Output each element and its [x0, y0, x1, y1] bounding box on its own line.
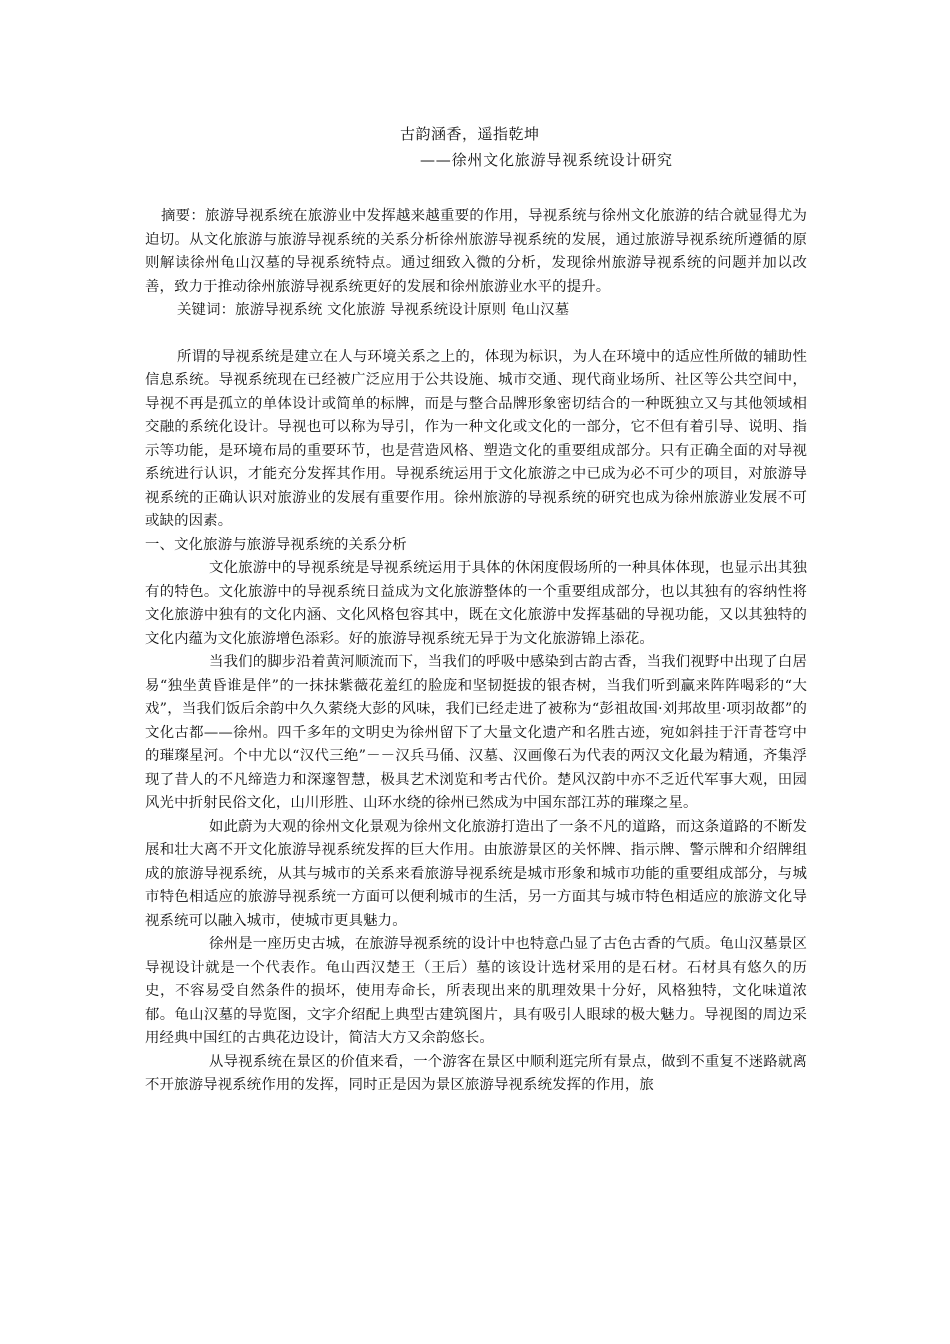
document-body — [145, 205, 807, 1098]
body-paragraph: 从导视系统在景区的价值来看，一个游客在景区中顺利逛完所有景点，做到不重复不迷路就离不开旅游导视系统作用的发挥，同时正是因为景区旅游导视系统发挥的作用，旅 — [145, 1053, 807, 1093]
intro-paragraph: 所谓的导视系统是建立在人与环境关系之上的，体现为标识，为人在环境中的适应性所做的辅助性信息系统。导视系统现在已经被广泛应用于公共设施、城市交通、现代商业场所、社区等公共空间中，导视不再是孤立的单体设计或简单的标牌，而是与整合品牌形象密切结合的一种既独立又与其他领域相交融的系统化设计。导视也可以称为导引，作为一种文化或文化的一部分，它不但有着引导、说明、指示等功能，是环境布局的重要环节，也是营造风格、塑造文化的重要组成部分。只有正确全面的对导视系统进行认识，才能充分发挥其作用。导视系统运用于文化旅游之中已成为必不可少的项目，对旅游导视系统的正确认识对旅游业的发展有重要作用。徐州旅游的导视系统的研究也成为徐州旅游业发展不可或缺的因素。 — [145, 348, 807, 529]
section-heading: 一、文化旅游与旅游导视系统的关系分析 — [145, 536, 407, 553]
body-paragraph: 如此蔚为大观的徐州文化景观为徐州文化旅游打造出了一条不凡的道路，而这条道路的不断发展和壮大离不开文化旅游导视系统发挥的巨大作用。由旅游景区的关怀牌、指示牌、警示牌和介绍牌组成的旅游导视系统，从其与城市的关系来看旅游导视系统是城市形象和城市功能的重要组成部分，与城市特色相适应的旅游导视系统一方面可以便利城市的生活，另一方面其与城市特色相适应的旅游文化导视系统可以融入城市，使城市更具魅力。 — [145, 818, 807, 929]
abstract-paragraph: 摘要：旅游导视系统在旅游业中发挥越来越重要的作用，导视系统与徐州文化旅游的结合就显得尤为迫切。从文化旅游与旅游导视系统的关系分析徐州旅游导视系统的发展，通过旅游导视系统所遵循的原则解读徐州龟山汉墓的导视系统特点。通过细致入微的分析，发现徐州旅游导视系统的问题并加以改善，致力于推动徐州旅游导视系统更好的发展和徐州旅游业水平的提升。 — [145, 208, 807, 295]
document-title: 古韵涵香，遥指乾坤 — [400, 125, 540, 143]
body-paragraph: 当我们的脚步沿着黄河顺流而下，当我们的呼吸中感染到古韵古香，当我们视野中出现了白居易“独坐黄昏谁是伴”的一抹抹紫薇花羞红的脸庞和坚韧挺拔的银杏树，当我们听到赢来阵阵喝彩的“大戏”，当我们饭后余韵中久久萦绕大彭的风味，我们已经走进了被称为“彭祖故国·刘邦故里·项羽故都”的文化古都——徐州。四千多年的文明史为徐州留下了大量文化遗产和名胜古迹，宛如斜挂于汗青苍穹中的璀璨星河。个中尤以“汉代三绝”－－汉兵马俑、汉墓、汉画像石为代表的两汉文化最为精通，齐集浮现了昔人的不凡缔造力和深邃智慧，极具艺术浏览和考古代价。楚风汉韵中亦不乏近代军事大观，田园风光中折射民俗文化，山川形胜、山环水绕的徐州已然成为中国东部江苏的璀璨之星。 — [145, 654, 807, 811]
body-paragraph: 文化旅游中的导视系统是导视系统运用于具体的休闲度假场所的一种具体体现，也显示出其独有的特色。文化旅游中的导视系统日益成为文化旅游整体的一个重要组成部分，也以其独有的容纳性将文化旅游中独有的文化内涵、文化风格包容其中，既在文化旅游中发挥基础的导视功能，又以其独特的文化内蕴为文化旅游增色添彩。好的旅游导视系统无异于为文化旅游锦上添花。 — [145, 560, 807, 647]
body-paragraph: 徐州是一座历史古城，在旅游导视系统的设计中也特意凸显了古色古香的气质。龟山汉墓景区导视设计就是一个代表作。龟山西汉楚王（王后）墓的该设计选材采用的是石材。石材具有悠久的历史，不容易受自然条件的损坏，使用寿命长，所表现出来的肌理效果十分好，风格独特，文化味道浓郁。龟山汉墓的导览图，文字介绍配上典型古建筑图片，具有吸引人眼球的极大魅力。导视图的周边采用经典中国红的古典花边设计，简洁大方又余韵悠长。 — [145, 936, 807, 1046]
keywords-line: 关键词：旅游导视系统 文化旅游 导视系统设计原则 龟山汉墓 — [177, 302, 570, 318]
document-subtitle: ——徐州文化旅游导视系统设计研究 — [420, 151, 673, 169]
